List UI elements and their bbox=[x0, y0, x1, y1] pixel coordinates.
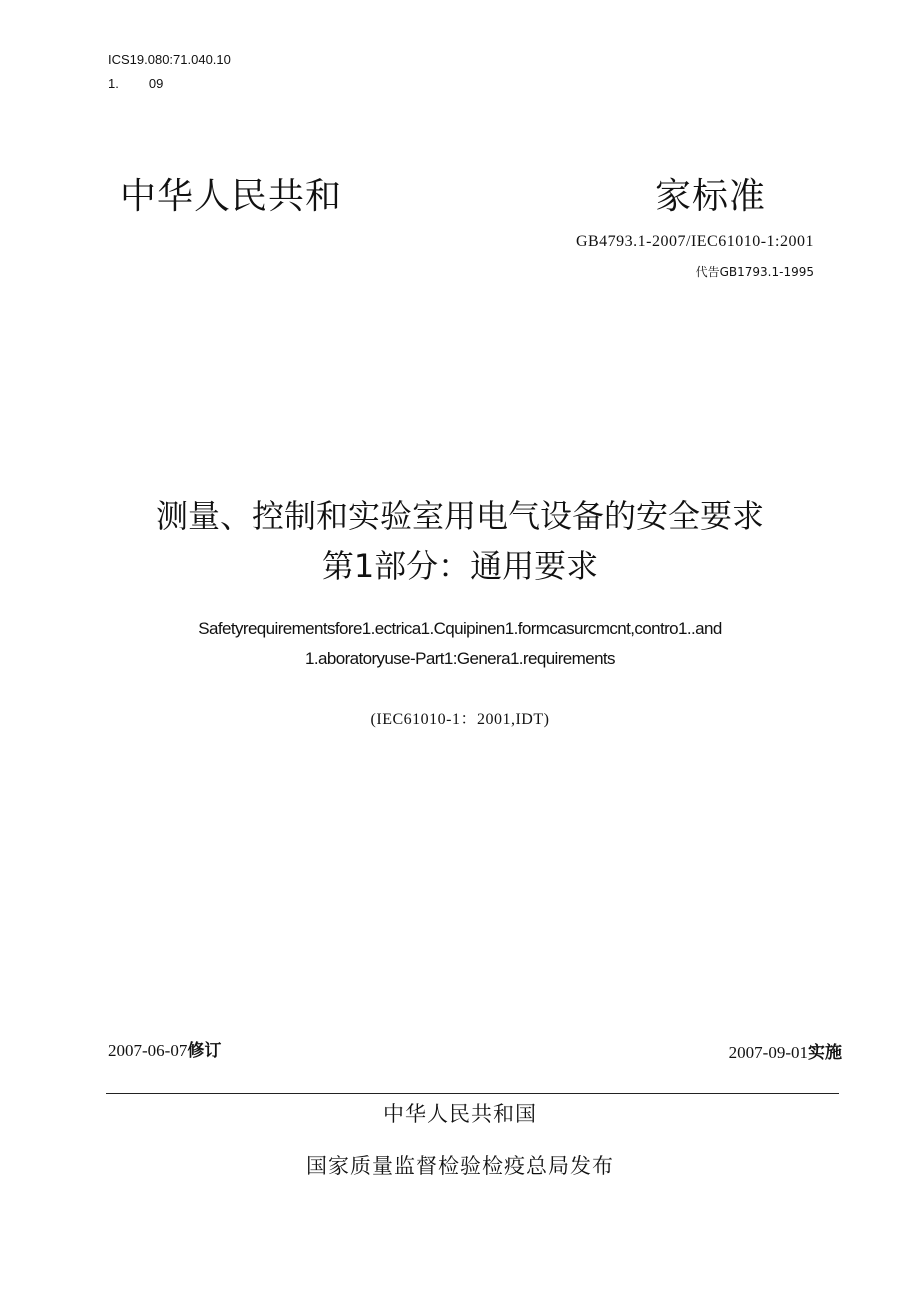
issued-date-line bbox=[108, 1040, 221, 1062]
classification-code: 09 bbox=[148, 76, 164, 91]
document-title-cn: 测量、控制和实验室用电气设备的安全要求 bbox=[155, 497, 764, 535]
ics-code: ICS19.080:71.040.10 bbox=[108, 52, 231, 67]
document-title-en-line2: 1.aboratoryuse-Part1:Genera1.requirements bbox=[305, 649, 615, 668]
national-standard-title-right: 家标准 bbox=[655, 176, 767, 217]
issuer-country: 中华人民共和国 bbox=[383, 1102, 537, 1126]
implemented-date: 2007-09-01 bbox=[728, 1043, 808, 1062]
implemented-label: 实施 bbox=[808, 1043, 842, 1063]
classification-line bbox=[108, 76, 163, 92]
replaces-standard: 代告GB1793.1-1995 bbox=[695, 265, 814, 279]
divider-rule bbox=[106, 1093, 839, 1094]
national-standard-title-left: 中华人民共和 bbox=[120, 176, 343, 217]
document-subtitle-cn: 第1部分：通用要求 bbox=[321, 547, 599, 585]
issuer-agency: 国家质量监督检验检疫总局发布 bbox=[306, 1154, 614, 1178]
issued-label: 修订 bbox=[187, 1041, 222, 1061]
equivalence-note: (IEC61010-1：2001,IDT) bbox=[370, 711, 550, 728]
standard-number: GB4793.1-2007/IEC61010-1:2001 bbox=[575, 233, 814, 250]
implemented-date-line bbox=[729, 1042, 842, 1064]
document-title-en-line1: Safetyrequirementsfore1.ectrica1.Cquipinen1.formcasurcmcnt,contro1..and bbox=[198, 619, 722, 638]
classification-prefix: 1. bbox=[108, 76, 119, 91]
issued-date: 2007-06-07 bbox=[108, 1041, 188, 1060]
